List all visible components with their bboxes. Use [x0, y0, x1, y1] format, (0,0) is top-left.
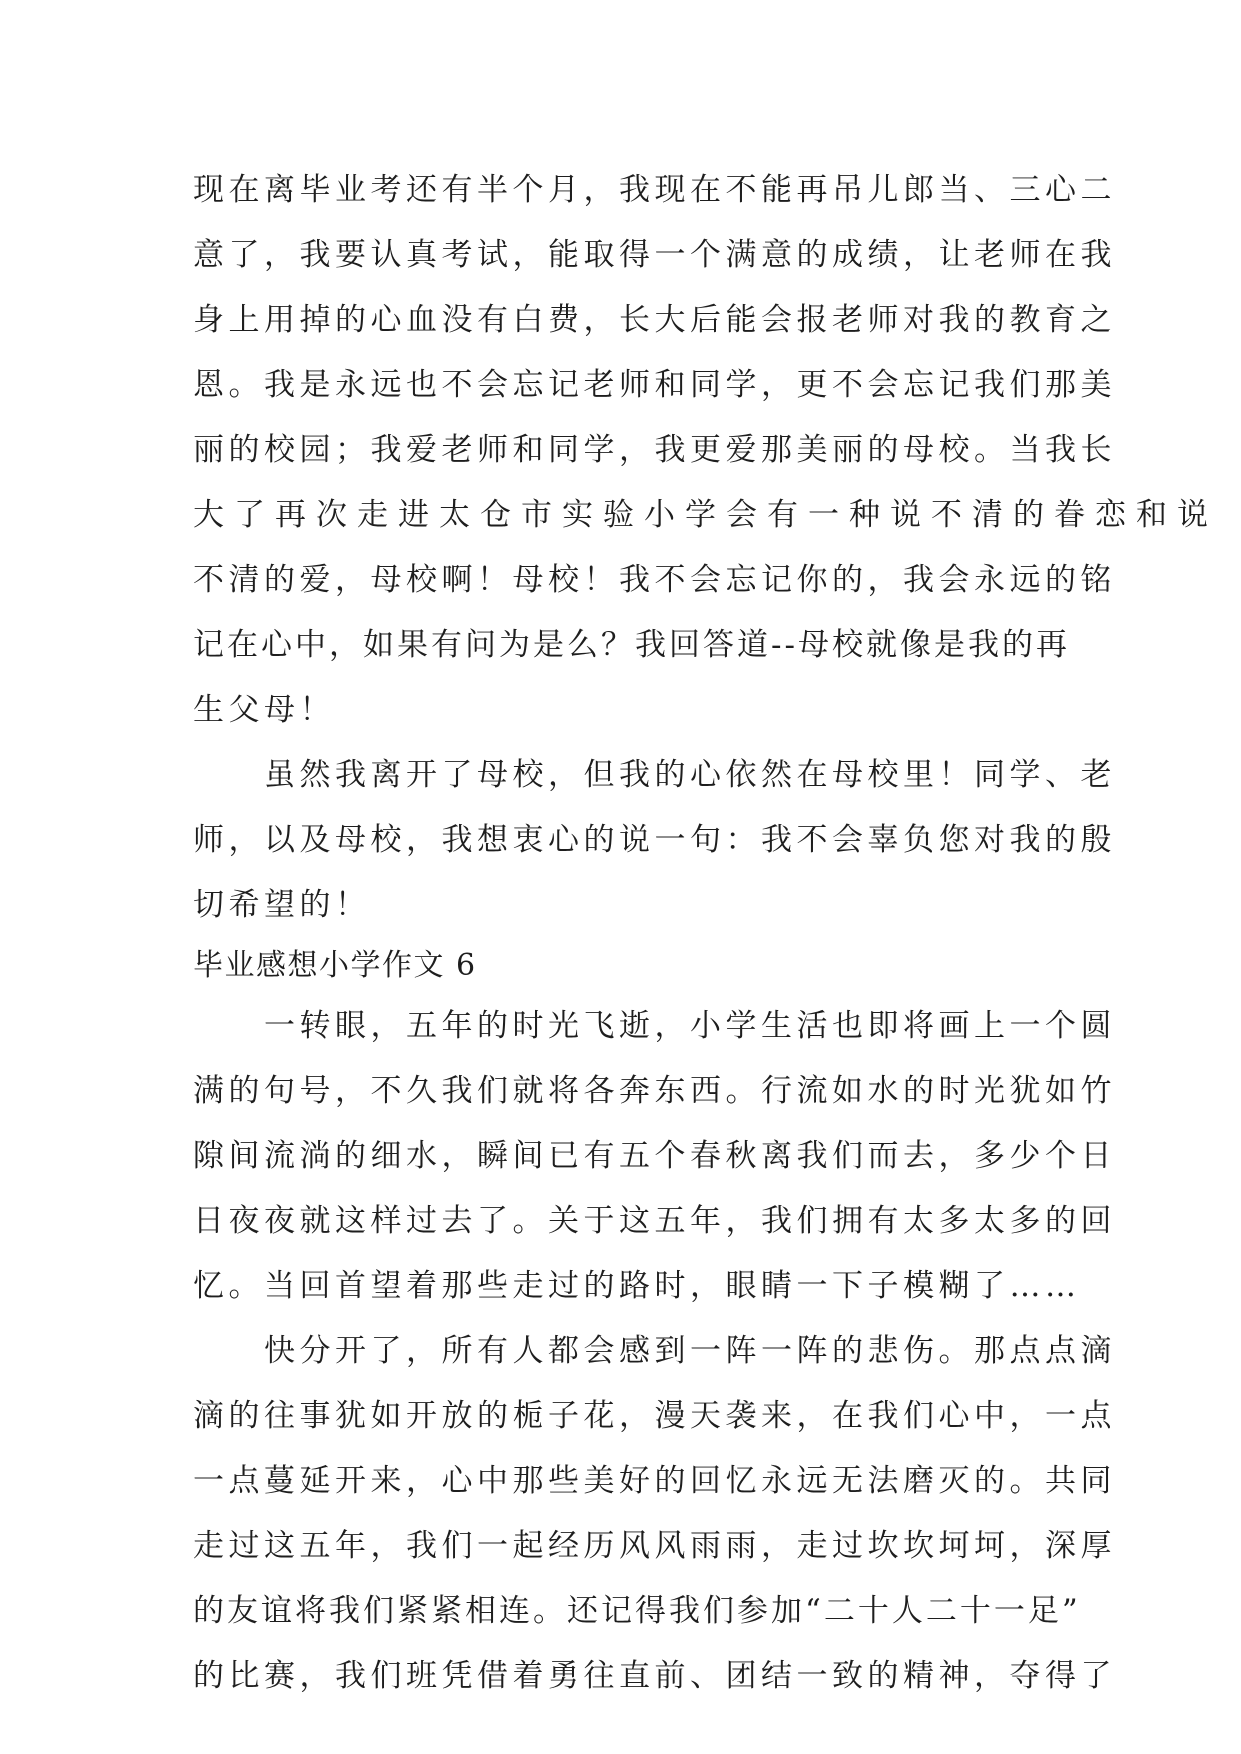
- text-line: 意了，我要认真考试，能取得一个满意的成绩，让老师在我: [193, 237, 1116, 273]
- text-line: 走过这五年，我们一起经历风风雨雨，走过坎坎坷坷，深厚: [193, 1528, 1116, 1564]
- text-line: 满的句号，不久我们就将各奔东西。行流如水的时光犹如竹: [193, 1073, 1116, 1109]
- text-line: 的友谊将我们紧紧相连。还记得我们参加“二十人二十一足”: [193, 1593, 1081, 1629]
- text-line: 一转眼，五年的时光飞逝，小学生活也即将画上一个圆: [193, 1008, 1116, 1044]
- paragraph: [193, 994, 1116, 1319]
- text-line: 忆。当回首望着那些走过的路时，眼睛一下子模糊了……: [193, 1268, 1081, 1304]
- text-line: 滴的往事犹如开放的栀子花，漫天袭来，在我们心中，一点: [193, 1398, 1116, 1434]
- text-line: 日夜夜就这样过去了。关于这五年，我们拥有太多太多的回: [193, 1203, 1116, 1239]
- paragraph: [193, 743, 1116, 938]
- text-line: 隙间流淌的细水，瞬间已有五个春秋离我们而去，多少个日: [193, 1138, 1116, 1174]
- document-body: [193, 158, 1218, 1709]
- text-line: 现在离毕业考还有半个月，我现在不能再吊儿郎当、三心二: [193, 172, 1116, 208]
- paragraph: [193, 1319, 1116, 1709]
- text-line: 恩。我是永远也不会忘记老师和同学，更不会忘记我们那美: [193, 367, 1116, 403]
- text-line: 不清的爱，母校啊！母校！我不会忘记你的，我会永远的铭: [193, 562, 1116, 598]
- text-line: 记在心中，如果有问为是么？我回答道--母校就像是我的再: [193, 627, 1070, 663]
- text-line: 虽然我离开了母校，但我的心依然在母校里！同学、老: [193, 757, 1116, 793]
- section-heading: 毕业感想小学作文 6: [193, 948, 477, 983]
- text-line: 生父母！: [193, 692, 335, 728]
- text-line: 大了再次走进太仓市实验小学会有一种说不清的眷恋和说: [193, 497, 1218, 533]
- text-line: 身上用掉的心血没有白费，长大后能会报老师对我的教育之: [193, 302, 1116, 338]
- text-line: 的比赛，我们班凭借着勇往直前、团结一致的精神，夺得了: [193, 1658, 1116, 1694]
- text-line: 切希望的！: [193, 887, 371, 923]
- text-line: 一点蔓延开来，心中那些美好的回忆永远无法磨灭的。共同: [193, 1463, 1116, 1499]
- paragraph: [193, 158, 1218, 743]
- text-line: 丽的校园；我爱老师和同学，我更爱那美丽的母校。当我长: [193, 432, 1116, 468]
- text-line: 师，以及母校，我想衷心的说一句：我不会辜负您对我的殷: [193, 822, 1116, 858]
- text-line: 快分开了，所有人都会感到一阵一阵的悲伤。那点点滴: [193, 1333, 1116, 1369]
